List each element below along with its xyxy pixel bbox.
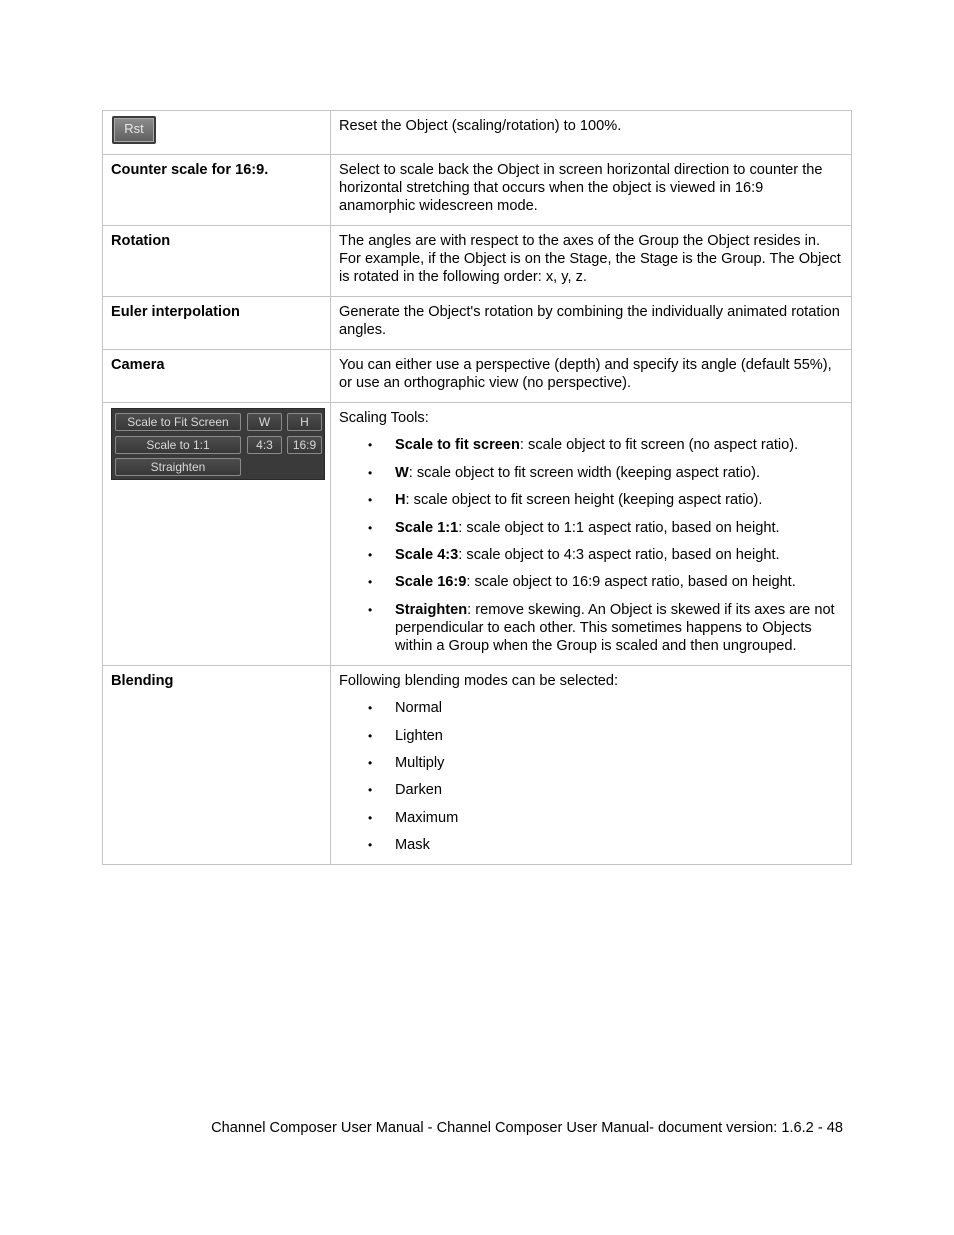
list-item <box>339 464 843 482</box>
bullet-icon: • <box>368 701 373 716</box>
item-term: Scale 16:9 <box>395 574 467 591</box>
row-desc-cell <box>331 350 852 403</box>
straighten-button: Straighten <box>115 458 241 476</box>
row-label-cell <box>103 226 331 297</box>
row-label: Rotation <box>111 233 171 249</box>
list-item <box>339 781 843 799</box>
row-label: Camera <box>111 357 165 373</box>
item-term: Scale 1:1 <box>395 519 459 536</box>
table-row <box>103 350 852 403</box>
row-description: Reset the Object (scaling/rotation) to 100%. <box>339 118 622 134</box>
h-button: H <box>287 413 322 431</box>
scale-fit-screen-button: Scale to Fit Screen <box>115 413 241 431</box>
row-desc-cell <box>331 226 852 297</box>
row-label: Euler interpolation <box>111 304 240 320</box>
bullet-icon: • <box>368 493 373 508</box>
row-desc-cell <box>331 111 852 155</box>
table-row <box>103 111 852 155</box>
item-text: Mask <box>395 837 430 854</box>
bullet-icon: • <box>368 575 373 590</box>
item-term: Scale to fit screen <box>395 437 520 454</box>
item-term: Straighten <box>395 601 468 618</box>
row-description: The angles are with respect to the axes of the Group the Object resides in. For example, if the Object is on the Stage, the Stage is the Group. The Object is rotated in the following order: x, y, z. <box>339 233 841 285</box>
item-text: : scale object to 4:3 aspect ratio, based on height. <box>458 546 780 563</box>
list-item <box>339 573 843 591</box>
page-footer: Channel Composer User Manual - Channel Composer User Manual- document version: 1.6.2 - 48 <box>211 1120 843 1136</box>
row-label-cell <box>103 297 331 350</box>
blending-list <box>339 699 843 854</box>
row-label-cell <box>103 403 331 666</box>
item-text: : scale object to 16:9 aspect ratio, based on height. <box>466 574 796 591</box>
sixteen-nine-button: 16:9 <box>287 436 322 454</box>
scaling-intro: Scaling Tools: <box>339 410 429 426</box>
item-text: Darken <box>395 782 443 799</box>
bullet-icon: • <box>368 810 373 825</box>
item-text: Multiply <box>395 754 445 771</box>
bullet-icon: • <box>368 783 373 798</box>
item-text: Normal <box>395 700 443 717</box>
table-row <box>103 403 852 666</box>
bullet-icon: • <box>368 602 373 617</box>
bullet-icon: • <box>368 547 373 562</box>
list-item <box>339 519 843 537</box>
bullet-icon: • <box>368 465 373 480</box>
item-text: Maximum <box>395 809 459 826</box>
item-text: : remove skewing. An Object is skewed if its axes are not perpendicular to each other. This sometimes happens to Objects within a Group when the Group is scaled and then ungrouped. <box>395 601 835 654</box>
table-row <box>103 155 852 226</box>
bullet-icon: • <box>368 438 373 453</box>
row-description: You can either use a perspective (depth) and specify its angle (default 55%), or use an orthographic view (no perspective). <box>339 357 832 391</box>
row-description: Generate the Object's rotation by combining the individually animated rotation angles. <box>339 304 840 338</box>
row-desc-cell <box>331 297 852 350</box>
list-item <box>339 601 843 655</box>
w-button: W <box>247 413 282 431</box>
list-item <box>339 436 843 454</box>
bullet-icon: • <box>368 838 373 853</box>
row-description: Select to scale back the Object in screen horizontal direction to counter the horizontal stretching that occurs when the object is viewed in 16:9 anamorphic widescreen mode. <box>339 162 823 214</box>
list-item <box>339 727 843 745</box>
scale-one-one-button: Scale to 1:1 <box>115 436 241 454</box>
row-desc-cell <box>331 155 852 226</box>
scaling-tools-panel-image <box>111 408 325 480</box>
item-text: : scale object to fit screen width (keeping aspect ratio). <box>408 464 761 481</box>
item-text: : scale object to 1:1 aspect ratio, based on height. <box>458 519 780 536</box>
list-item <box>339 699 843 717</box>
blending-intro: Following blending modes can be selected: <box>339 672 619 689</box>
list-item <box>339 491 843 509</box>
list-item <box>339 836 843 854</box>
four-three-button: 4:3 <box>247 436 282 454</box>
list-item <box>339 809 843 827</box>
bullet-icon: • <box>368 755 373 770</box>
scaling-list <box>339 436 843 654</box>
rst-button-image: Rst <box>112 116 156 144</box>
row-label-cell <box>103 350 331 403</box>
bullet-icon: • <box>368 520 373 535</box>
row-label: Counter scale for 16:9. <box>111 162 269 178</box>
table-row <box>103 226 852 297</box>
list-item <box>339 754 843 772</box>
row-label: Blending <box>111 672 174 689</box>
item-text: Lighten <box>395 727 443 744</box>
row-desc-cell <box>331 665 852 864</box>
item-term: H <box>395 492 406 509</box>
item-text: : scale object to fit screen height (keeping aspect ratio). <box>405 492 763 509</box>
table-row <box>103 297 852 350</box>
bullet-icon: • <box>368 728 373 743</box>
table-row <box>103 665 852 864</box>
row-label-cell <box>103 665 331 864</box>
item-text: : scale object to fit screen (no aspect ratio). <box>519 437 799 454</box>
item-term: W <box>395 464 409 481</box>
item-term: Scale 4:3 <box>395 546 459 563</box>
row-desc-cell <box>331 403 852 666</box>
list-item <box>339 546 843 564</box>
row-label-cell <box>103 155 331 226</box>
properties-table <box>102 110 852 865</box>
row-label-cell <box>103 111 331 155</box>
